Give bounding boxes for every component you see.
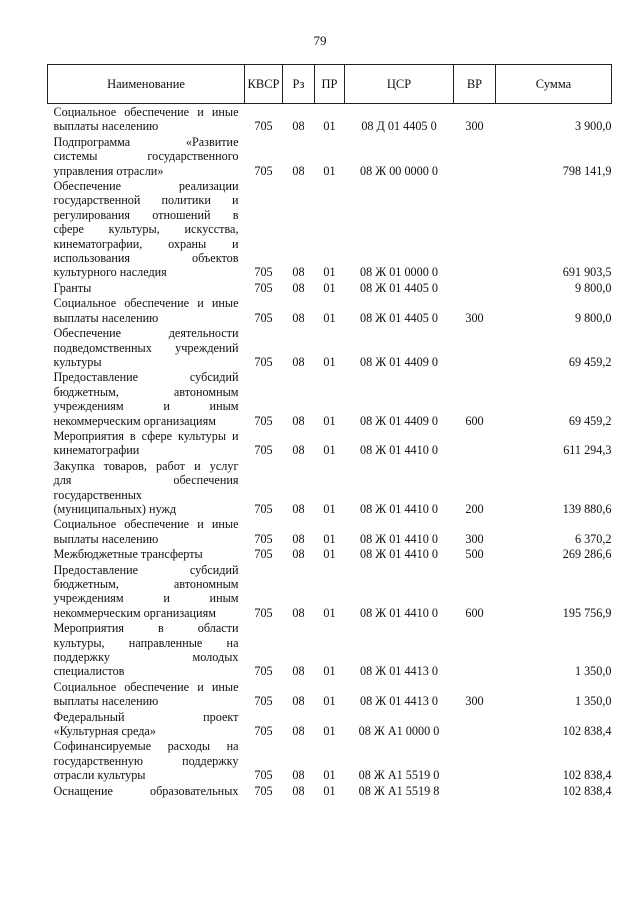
row-rz: 08 [292,547,305,562]
row-kvsr: 705 [254,664,273,679]
row-kvsr: 705 [254,547,273,562]
row-sum: 1 350,0 [574,694,612,709]
row-name-line: бюджетным, автономным [53,577,239,591]
row-rz: 08 [292,664,305,679]
row-name-line: культурного наследия [53,265,167,280]
row-sum: 798 141,9 [562,163,612,178]
row-name [48,280,245,295]
table-row [48,709,612,739]
table-body [48,104,612,799]
row-csr: 08 Ж 01 4409 0 [360,413,438,428]
table-row [48,679,612,709]
row-name-line: выплаты населению [53,119,159,134]
row-vr: 600 [465,605,484,620]
row-pr: 01 [323,547,336,562]
row-name-line: некоммерческим организациям [53,605,216,620]
row-vr: 500 [465,547,484,562]
row-name-line: учреждениям и иным [53,399,239,414]
row-vr: 200 [465,501,484,516]
row-name [48,620,245,679]
row-sum: 69 459,2 [568,354,612,369]
row-name-line: «Культурная среда» [53,724,156,739]
row-pr: 01 [323,531,336,546]
row-kvsr: 705 [254,265,273,280]
table-header [48,65,612,104]
row-name-line: кинематографии, охраны и [53,236,239,251]
table-row [48,562,612,621]
row-name-line: системы государственного [53,149,239,164]
row-sum: 9 800,0 [574,310,612,325]
row-vr [454,783,496,798]
row-name-line: Софинансируемые расходы на [53,739,239,754]
row-name [48,516,245,546]
table-row [48,620,612,679]
row-name [48,428,245,458]
row-name [48,325,245,369]
row-rz: 08 [292,265,305,280]
row-name-line: Предоставление субсидий [53,562,239,577]
row-rz: 08 [292,724,305,739]
row-sum: 69 459,2 [568,413,612,428]
row-kvsr: 705 [254,354,273,369]
row-csr: 08 Ж 01 4410 0 [360,605,438,620]
table-row [48,295,612,325]
table-row [48,738,612,782]
row-rz: 08 [292,501,305,516]
row-pr: 01 [323,605,336,620]
row-name-line: бюджетным, автономным [53,384,239,399]
row-sum: 102 838,4 [562,783,612,798]
row-name [48,178,245,280]
row-name-line: регулирования отношений в [53,207,239,222]
row-sum: 269 286,6 [562,547,612,562]
row-name-line: учреждениям и иным [53,591,239,606]
row-rz: 08 [292,280,305,295]
row-rz: 08 [292,354,305,369]
row-vr: 300 [465,694,484,709]
row-name-line: Мероприятия в сфере культуры и [53,428,239,443]
row-pr: 01 [323,724,336,739]
row-csr: 08 Ж 01 4405 0 [360,310,438,325]
header-sum: Сумма [496,65,612,104]
row-name [48,458,245,517]
row-vr: 300 [465,310,484,325]
row-name [48,783,245,798]
row-pr: 01 [323,501,336,516]
header-rz: Рз [283,65,315,104]
row-name-line: отрасли культуры [53,768,146,783]
header-name: Наименование [48,65,245,104]
row-name-line: государственную поддержку [53,753,239,768]
row-rz: 08 [292,694,305,709]
row-name-line: Подпрограмма «Развитие [53,134,239,149]
header-kvsr: КВСР [245,65,283,104]
row-name-line: Предоставление субсидий [53,370,239,385]
row-pr: 01 [323,354,336,369]
row-rz: 08 [292,531,305,546]
row-name [48,369,245,428]
row-csr: 08 Ж 01 4409 0 [360,354,438,369]
row-pr: 01 [323,163,336,178]
row-vr [454,325,496,369]
row-kvsr: 705 [254,783,273,798]
row-pr: 01 [323,280,336,295]
row-kvsr: 705 [254,163,273,178]
row-name-line: Социальное обеспечение и иные [53,105,239,119]
row-kvsr: 705 [254,694,273,709]
row-sum: 9 800,0 [574,280,612,295]
row-csr: 08 Ж 01 4413 0 [360,694,438,709]
table-row [48,428,612,458]
row-vr [454,428,496,458]
row-kvsr: 705 [254,119,273,134]
table-row [48,280,612,295]
row-name-line: управления отрасли» [53,163,164,178]
table-row [48,104,612,134]
row-name [48,295,245,325]
row-vr: 600 [465,413,484,428]
row-name-line: культуры [53,354,102,369]
row-csr: 08 Ж А1 5519 0 [358,768,440,783]
row-vr [454,620,496,679]
row-name-line: Закупка товаров, работ и услуг [53,458,239,473]
row-name-line: государственной политики и [53,193,239,208]
row-csr: 08 Ж 00 0000 0 [360,163,438,178]
row-name [48,679,245,709]
row-rz: 08 [292,768,305,783]
row-rz: 08 [292,310,305,325]
row-kvsr: 705 [254,501,273,516]
row-csr: 08 Ж 01 4410 0 [360,531,438,546]
row-sum: 102 838,4 [562,768,612,783]
row-pr: 01 [323,265,336,280]
row-name-line: выплаты населению [53,531,159,546]
row-name-line: Социальное обеспечение и иные [53,517,239,532]
row-sum: 195 756,9 [562,605,612,620]
row-name-line: использования объектов [53,251,239,266]
row-sum: 102 838,4 [562,724,612,739]
row-csr: 08 Ж 01 0000 0 [360,265,438,280]
row-name-line: сфере культуры, искусства, [53,222,239,237]
row-rz: 08 [292,413,305,428]
row-kvsr: 705 [254,768,273,783]
row-name-line: кинематографии [53,443,140,458]
row-vr [454,134,496,178]
row-name-line: Федеральный проект [53,709,239,724]
row-name [48,134,245,178]
row-name-line: (муниципальных) нужд [53,501,177,516]
row-vr: 300 [465,119,484,134]
row-name-line: Обеспечение реализации [53,179,239,194]
budget-table [47,64,612,798]
row-sum: 3 900,0 [574,119,612,134]
table-row [48,134,612,178]
row-pr: 01 [323,768,336,783]
page-number: 79 [313,33,327,48]
row-name-line: специалистов [53,664,125,679]
row-name [48,709,245,739]
table-row [48,546,612,561]
row-name [48,104,245,134]
row-vr [454,280,496,295]
row-name-line: культуры, направленные на [53,635,239,650]
row-name-line: поддержку молодых [53,650,239,665]
row-pr: 01 [323,694,336,709]
header-vr: ВР [454,65,496,104]
row-name-line: государственных [53,487,143,502]
row-name-line: некоммерческим организациям [53,413,216,428]
row-csr: 08 Д 01 4405 0 [361,119,437,134]
row-sum: 139 880,6 [562,501,612,516]
row-name-line: Социальное обеспечение и иные [53,679,239,694]
header-pr: ПР [315,65,345,104]
row-pr: 01 [323,310,336,325]
row-sum: 691 903,5 [562,265,612,280]
row-name-line: для обеспечения [53,473,239,488]
row-name-line: подведомственных учреждений [53,340,239,355]
row-sum: 611 294,3 [563,443,612,458]
row-pr: 01 [323,443,336,458]
row-name-line: выплаты населению [53,310,159,325]
row-sum: 6 370,2 [574,531,612,546]
row-kvsr: 705 [254,280,273,295]
table-row [48,516,612,546]
row-pr: 01 [323,664,336,679]
row-name-line: Обеспечение деятельности [53,326,239,341]
row-name-line: Оснащение образовательных [53,783,239,798]
row-csr: 08 Ж 01 4410 0 [360,501,438,516]
row-csr: 08 Ж 01 4410 0 [360,443,438,458]
row-name [48,546,245,561]
row-csr: 08 Ж А1 0000 0 [358,724,440,739]
row-kvsr: 705 [254,605,273,620]
row-rz: 08 [292,163,305,178]
row-rz: 08 [292,783,305,798]
row-csr: 08 Ж 01 4413 0 [360,664,438,679]
row-name [48,562,245,621]
row-name-line: Межбюджетные трансферты [53,547,203,562]
row-name-line: Мероприятия в области [53,621,239,636]
row-kvsr: 705 [254,531,273,546]
table-row [48,178,612,280]
row-csr: 08 Ж 01 4410 0 [360,547,438,562]
row-rz: 08 [292,443,305,458]
table-row [48,783,612,798]
row-kvsr: 705 [254,413,273,428]
row-csr: 08 Ж А1 5519 8 [358,783,440,798]
row-vr [454,738,496,782]
table-row [48,369,612,428]
row-vr: 300 [465,531,484,546]
row-pr: 01 [323,413,336,428]
row-kvsr: 705 [254,310,273,325]
row-pr: 01 [323,783,336,798]
row-name [48,738,245,782]
row-rz: 08 [292,605,305,620]
row-kvsr: 705 [254,443,273,458]
row-sum: 1 350,0 [574,664,612,679]
row-vr [454,709,496,739]
table-row [48,458,612,517]
row-pr: 01 [323,119,336,134]
table-row [48,325,612,369]
header-csr: ЦСР [345,65,454,104]
row-name-line: выплаты населению [53,694,159,709]
row-vr [454,178,496,280]
row-rz: 08 [292,119,305,134]
row-name-line: Социальное обеспечение и иные [53,296,239,311]
row-kvsr: 705 [254,724,273,739]
row-name-line: Гранты [53,280,92,295]
row-csr: 08 Ж 01 4405 0 [360,280,438,295]
